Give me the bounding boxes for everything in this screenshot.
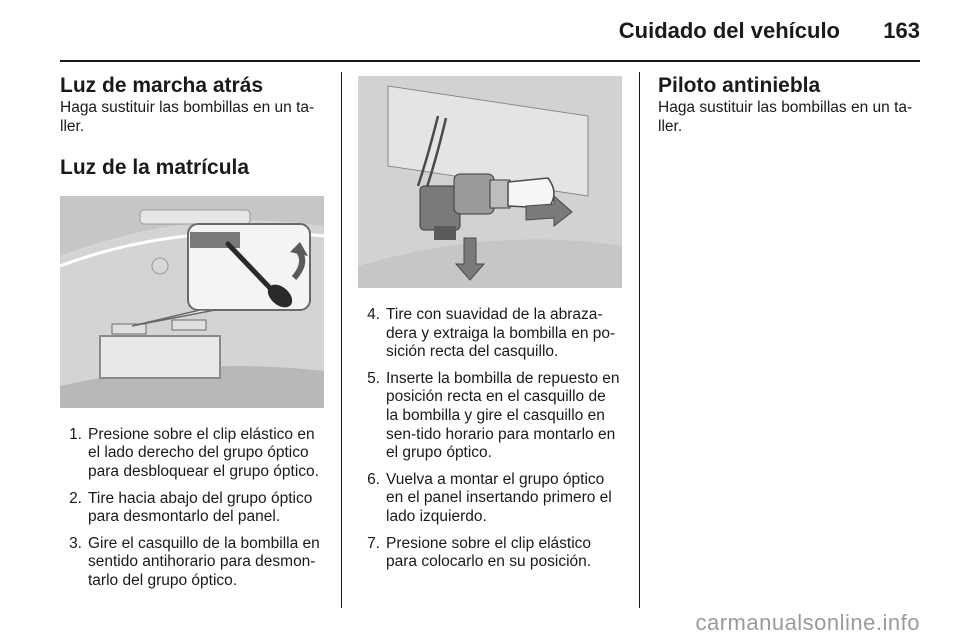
section-title: Cuidado del vehículo (618, 18, 840, 43)
fog-light-text: Haga sustituir las bombillas en un ta-ller. (658, 99, 913, 135)
list-item: 2. Tire hacia abajo del grupo óptico para desmontarlo del panel. (69, 489, 313, 526)
watermark: carmanualsonline.info (695, 610, 920, 635)
plate-light-drawing (60, 196, 324, 408)
heading-fog-light: Piloto antiniebla (658, 74, 821, 97)
column-divider-2 (639, 72, 640, 608)
heading-plate-light: Luz de la matrícula (60, 156, 250, 180)
heading-reverse-light: Luz de marcha atrás (60, 74, 264, 97)
plate-light-illustration (60, 196, 324, 408)
column-2 (358, 72, 622, 580)
list-item: 3. Gire el casquillo de la bombilla en sentido antihorario para desmon-tarlo del grupo óptico. (69, 534, 320, 589)
column-divider-1 (341, 72, 342, 608)
bulb-socket-illustration (358, 76, 622, 288)
page-number: 163 (883, 18, 920, 43)
list-item: 1. Presione sobre el clip elástico en el lado derecho del grupo óptico para desbloquear el grupo óptico. (69, 425, 319, 480)
list-item: 5. Inserte la bombilla de repuesto en posición recta en el casquillo de la bombilla y gire el casquillo en sen-tido horario para montarlo en el grupo óptico. (367, 369, 620, 462)
column-3 (658, 72, 920, 136)
header-rule (60, 60, 920, 62)
list-item: 7. Presione sobre el clip elástico para colocarlo en su posición. (367, 534, 592, 571)
list-item: 6. Vuelva a montar el grupo óptico en el panel insertando primero el lado izquierdo. (367, 470, 612, 525)
column-1 (60, 72, 326, 599)
list-item: 4. Tire con suavidad de la abraza-dera y extraiga la bombilla en po-sición recta del casquillo. (367, 306, 616, 361)
steps-list-2 (358, 306, 622, 572)
steps-list-1 (60, 426, 326, 591)
reverse-light-text: Haga sustituir las bombillas en un ta-ller. (60, 99, 315, 135)
bulb-socket-drawing (358, 76, 622, 288)
